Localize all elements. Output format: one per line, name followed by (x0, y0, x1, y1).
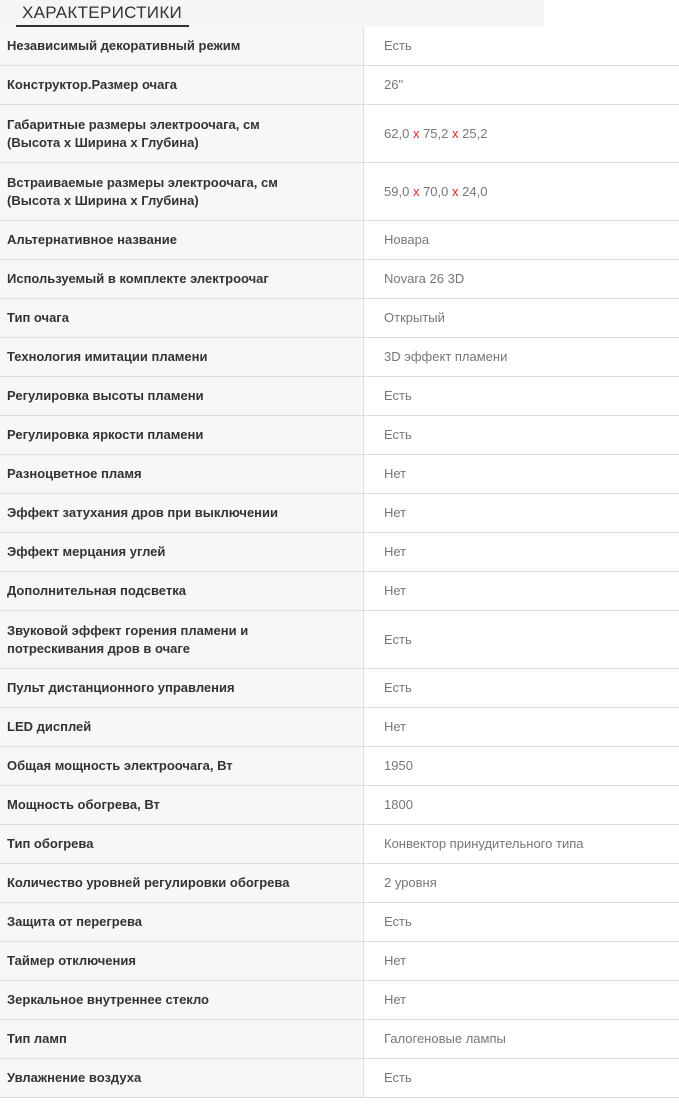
dimension-height: 62,0 (384, 125, 410, 141)
dimension-depth: 24,0 (462, 183, 488, 199)
spec-row (0, 708, 679, 747)
spec-row (0, 377, 679, 416)
spec-name: Технология имитации пламени (0, 338, 364, 377)
spec-name: Дополнительная подсветка (0, 572, 364, 611)
spec-name-line: (Высота x Ширина x Глубина) (7, 134, 199, 150)
spec-name: Тип ламп (0, 1020, 364, 1059)
spec-value: Есть (364, 377, 679, 416)
spec-value: Есть (364, 1059, 679, 1098)
spec-row (0, 1020, 679, 1059)
spec-name: Количество уровней регулировки обогрева (0, 864, 364, 903)
spec-name: Конструктор.Размер очага (0, 66, 364, 105)
spec-value: Есть (364, 903, 679, 942)
spec-row (0, 299, 679, 338)
spec-name-line: Габаритные размеры электроочага, см (7, 116, 260, 132)
spec-row (0, 747, 679, 786)
section-header (0, 0, 544, 27)
spec-row (0, 572, 679, 611)
spec-value: Есть (364, 416, 679, 455)
spec-row (0, 260, 679, 299)
spec-row (0, 669, 679, 708)
spec-row (0, 786, 679, 825)
spec-value: Есть (364, 669, 679, 708)
spec-name: Увлажнение воздуха (0, 1059, 364, 1098)
spec-value (364, 163, 679, 221)
spec-row (0, 494, 679, 533)
spec-name: Регулировка яркости пламени (0, 416, 364, 455)
spec-row (0, 611, 679, 669)
spec-value: Галогеновые лампы (364, 1020, 679, 1059)
spec-value: 1800 (364, 786, 679, 825)
spec-row (0, 221, 679, 260)
spec-row (0, 1059, 679, 1098)
spec-value: 26" (364, 66, 679, 105)
spec-value: Нет (364, 455, 679, 494)
spec-name: Тип обогрева (0, 825, 364, 864)
spec-value: Нет (364, 494, 679, 533)
spec-name: Разноцветное пламя (0, 455, 364, 494)
spec-name: Защита от перегрева (0, 903, 364, 942)
spec-row (0, 416, 679, 455)
dimension-height: 59,0 (384, 183, 410, 199)
dimension-separator: x (412, 183, 420, 199)
spec-row (0, 66, 679, 105)
spec-value: Конвектор принудительного типа (364, 825, 679, 864)
spec-row (0, 105, 679, 163)
spec-row (0, 825, 679, 864)
spec-value: 1950 (364, 747, 679, 786)
spec-name (0, 611, 364, 669)
spec-name (0, 163, 364, 221)
spec-row (0, 455, 679, 494)
spec-name: Мощность обогрева, Вт (0, 786, 364, 825)
spec-value: Нет (364, 942, 679, 981)
spec-row (0, 163, 679, 221)
spec-name (0, 105, 364, 163)
spec-name: Зеркальное внутреннее стекло (0, 981, 364, 1020)
spec-value: Открытый (364, 299, 679, 338)
specs-table (0, 27, 679, 1098)
spec-row (0, 903, 679, 942)
spec-name: Общая мощность электроочага, Вт (0, 747, 364, 786)
spec-value: Есть (364, 27, 679, 66)
spec-row (0, 942, 679, 981)
spec-name: Пульт дистанционного управления (0, 669, 364, 708)
spec-row (0, 27, 679, 66)
spec-value: Есть (364, 611, 679, 669)
spec-name-line: Звуковой эффект горения пламени и (7, 622, 249, 638)
spec-name: Регулировка высоты пламени (0, 377, 364, 416)
spec-value: 3D эффект пламени (364, 338, 679, 377)
spec-value: Novara 26 3D (364, 260, 679, 299)
spec-name: Тип очага (0, 299, 364, 338)
spec-name: Альтернативное название (0, 221, 364, 260)
spec-value: Нет (364, 533, 679, 572)
spec-name-line: Встраиваемые размеры электроочага, см (7, 174, 278, 190)
spec-name-line: потрескивания дров в очаге (7, 640, 191, 656)
spec-name: Эффект мерцания углей (0, 533, 364, 572)
dimension-depth: 25,2 (462, 125, 488, 141)
dimension-width: 75,2 (423, 125, 449, 141)
spec-row (0, 981, 679, 1020)
spec-name-line: (Высота x Ширина x Глубина) (7, 192, 199, 208)
spec-value (364, 105, 679, 163)
spec-value: Нет (364, 572, 679, 611)
spec-name: Независимый декоративный режим (0, 27, 364, 66)
dimension-separator: x (452, 183, 459, 199)
spec-name: Эффект затухания дров при выключении (0, 494, 364, 533)
spec-row (0, 533, 679, 572)
spec-value: 2 уровня (364, 864, 679, 903)
spec-value: Нет (364, 708, 679, 747)
dimension-width: 70,0 (423, 183, 449, 199)
spec-row (0, 864, 679, 903)
spec-name: Используемый в комплекте электроочаг (0, 260, 364, 299)
spec-name: LED дисплей (0, 708, 364, 747)
spec-name: Таймер отключения (0, 942, 364, 981)
section-title: ХАРАКТЕРИСТИКИ (22, 3, 183, 22)
dimension-separator: x (412, 125, 420, 141)
spec-value: Нет (364, 981, 679, 1020)
dimension-separator: x (452, 125, 459, 141)
spec-value: Новара (364, 221, 679, 260)
spec-row (0, 338, 679, 377)
